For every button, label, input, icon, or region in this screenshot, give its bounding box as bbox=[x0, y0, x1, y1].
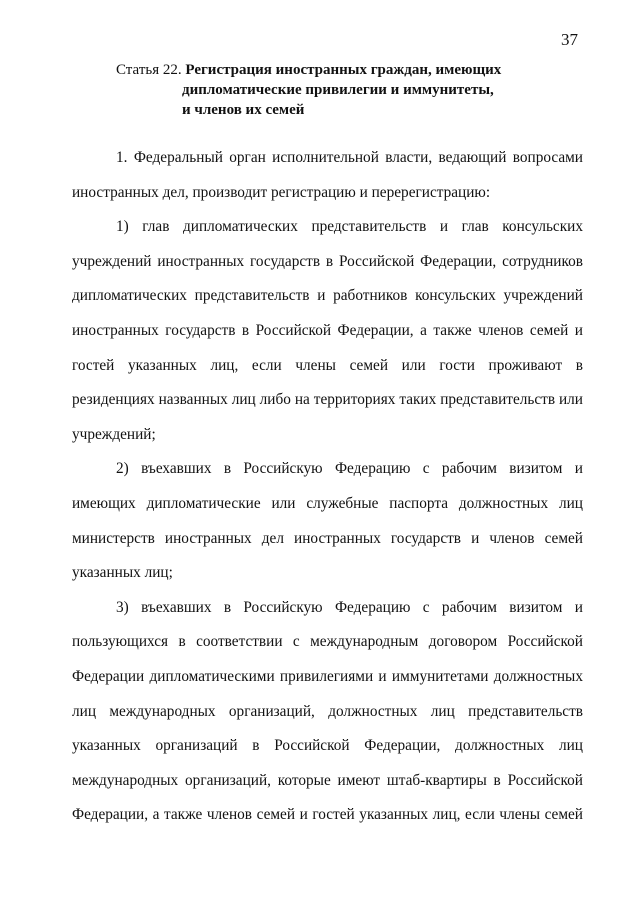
text-line: 2) въехавших в Российскую Федерацию с рабочим визитом и bbox=[116, 460, 583, 478]
page-number: 37 bbox=[561, 30, 578, 49]
text-line: международных организаций, которые имеют штаб-квартиры в Российской bbox=[72, 771, 583, 789]
text-line: учреждений; bbox=[72, 425, 156, 443]
text-line: 1. Федеральный орган исполнительной власти, ведающий вопросами bbox=[116, 149, 583, 166]
article-body bbox=[72, 146, 583, 838]
text-line: имеющих дипломатические или служебные паспорта должностных лиц bbox=[72, 494, 583, 512]
text-line: иностранных государств в Российской Федерации, а также членов семей и bbox=[72, 321, 583, 339]
text-line: дипломатических представительств и работников консульских учреждений bbox=[72, 287, 583, 305]
text-line: 3) въехавших в Российскую Федерацию с рабочим визитом и bbox=[116, 598, 583, 616]
text-line: указанных организаций в Российской Федерации, должностных лиц bbox=[72, 737, 583, 755]
text-line: Федерации дипломатическими привилегиями и иммунитетами должностных bbox=[72, 667, 583, 685]
article-title-line: Регистрация иностранных граждан, имеющих bbox=[185, 62, 502, 78]
text-line: министерств иностранных дел иностранных государств и членов семей bbox=[72, 529, 583, 547]
article-heading bbox=[116, 60, 501, 120]
article-title-line: дипломатические привилегии и иммунитеты, bbox=[182, 82, 494, 98]
text-line: лиц международных организаций, должностных лиц представительств bbox=[72, 702, 583, 720]
text-line: указанных лиц; bbox=[72, 564, 173, 582]
article-label: Статья 22. bbox=[116, 62, 182, 78]
text-line: 1) глав дипломатических представительств и глав консульских bbox=[116, 218, 583, 236]
text-line: Федерации, а также членов семей и гостей указанных лиц, если члены семей bbox=[72, 806, 583, 824]
text-line: резиденциях названных лиц либо на территориях таких представительств или bbox=[72, 391, 583, 409]
text-line: учреждений иностранных государств в Российской Федерации, сотрудников bbox=[72, 252, 583, 270]
text-line: иностранных дел, производит регистрацию и перерегистрацию: bbox=[72, 183, 491, 201]
text-line: пользующихся в соответствии с международным договором Российской bbox=[72, 633, 583, 651]
text-line: гостей указанных лиц, если члены семей или гости проживают в bbox=[72, 356, 583, 374]
article-title-line: и членов их семей bbox=[182, 102, 305, 118]
